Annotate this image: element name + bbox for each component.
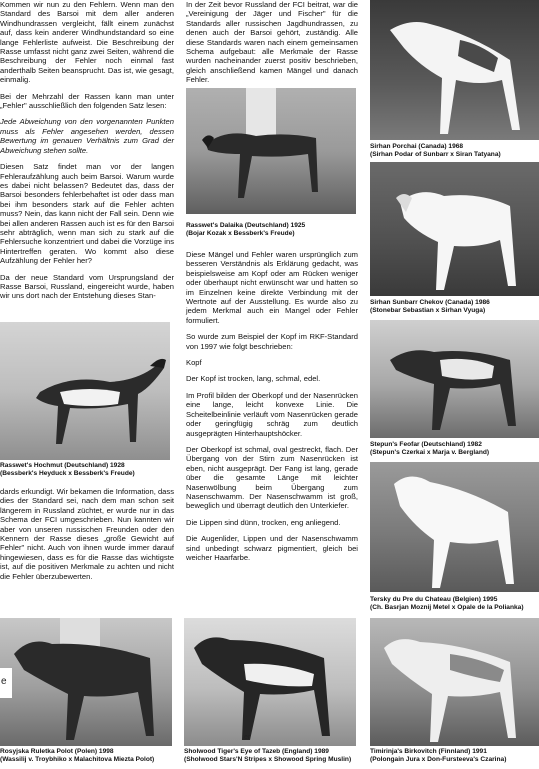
paragraph: Bei der Mehrzahl der Rassen kann man unter „Fehler" ausschließlich den folgenden Satz lesen: — [0, 91, 174, 111]
paragraph: Der Oberkopf ist schmal, oval gestreckt, flach. Der Übergang von der Stirn zum Nasenrücken ist eben, nicht ausgeprägt. Der Fang ist lang, gerade über die gesamte Länge mit leichter Nasenwölbung beim Übergang zum Nasenschwamm. Der Nasenschwamm ist groß, beweglich und überragt deutlich den Unterkiefer. — [186, 444, 358, 511]
photo-chekov — [370, 162, 539, 296]
paragraph: Die Lippen sind dünn, trocken, eng anliegend. — [186, 517, 341, 527]
photo-feofar — [370, 320, 539, 438]
caption-pedigree: (Stonebar Sebastian x Sirhan Vyuga) — [370, 307, 486, 315]
caption-pedigree: (Bojar Kozak x Bessberk's Freude) — [186, 230, 295, 238]
column-1-bottom — [0, 487, 174, 588]
paragraph-quote: Jede Abweichung von den vorgenannten Punkten muss als Fehler angesehen werden, dessen Bewertung im genauen Verhältnis zum Grad der Abweichung stehen sollte. — [0, 117, 174, 155]
paragraph: Diese Mängel und Fehler waren ursprünglich zum besseren Verständnis als Erklärung gedacht, was beispielsweise am Kopf oder am Rücken weniger oder überhaupt nicht erwünscht war und hatten so im Einzelnen keine direkte Verbindung mit der Wertnote auf der Ausstellung. Es wurde also zu jedem Merkmal auch ein Mangel oder Fehler formuliert. — [186, 250, 358, 325]
caption-pedigree: (Polongain Jura x Don-Fursteeva's Czarina) — [370, 756, 507, 764]
photo-timirinja — [370, 618, 539, 746]
caption-dalaika — [186, 222, 358, 238]
photo-dalaika — [186, 88, 356, 214]
column-2-bottom — [186, 250, 358, 569]
caption-pedigree: (Stepun's Czerkai x Marja v. Bergland) — [370, 449, 490, 457]
caption-tiger — [184, 748, 358, 764]
caption-title: Rosyjska Ruletka Polot (Polen) 1998 — [0, 748, 114, 755]
borzoi-image — [186, 88, 356, 214]
borzoi-image — [370, 0, 539, 140]
borzoi-image — [370, 320, 539, 438]
paragraph: So wurde zum Beispiel der Kopf im RKF-Standard von 1997 wie folgt beschrieben: — [186, 332, 358, 351]
caption-title: Sirhan Sunbarr Chekov (Canada) 1986 — [370, 299, 490, 306]
photo-hochmut — [0, 322, 170, 460]
caption-pedigree: (Ch. Basrjan Moznij Metel x Opale de la Polianka) — [370, 604, 524, 612]
borzoi-image — [0, 322, 170, 460]
caption-feofar — [370, 441, 539, 457]
caption-title: Sirhan Porchai (Canada) 1968 — [370, 143, 464, 150]
borzoi-image — [0, 618, 172, 746]
caption-timirinja — [370, 748, 539, 764]
photo-tersky — [370, 462, 539, 592]
paragraph: Da der neue Standard vom Ursprungsland der Rasse Barsoi, Russland, eingereicht wurde, haben wir uns dort nach der Entstehung dieses Stan- — [0, 272, 174, 301]
borzoi-image — [370, 162, 539, 296]
caption-porchai — [370, 143, 539, 159]
caption-title: Sholwood Tiger's Eye of Tazeb (England) 1989 — [184, 748, 329, 755]
column-2-top — [186, 0, 358, 92]
column-1-top — [0, 0, 174, 308]
photo-ruletka — [0, 618, 172, 746]
borzoi-image — [370, 618, 539, 746]
photo-porchai — [370, 0, 539, 140]
paragraph: Im Profil bilden der Oberkopf und der Nasenrücken eine lange, leicht konvexe Linie. Die Scheitelbeinlinie verläuft vom Nasenrücken gerade oder geringfügig schräg zum deutlich ausgeprägten Hinterhauptshöcker. — [186, 390, 358, 438]
caption-pedigree: (Bessberk's Heyduck x Bessberk's Freude) — [0, 470, 135, 478]
paragraph: Kommen wir nun zu den Fehlern. Wenn man den Standard des Barsoi mit dem aller anderen Windhundrassen vergleicht, fällt einem zunächst auf, dass kein anderer Windhundstandard so eine lange Fehlerliste aufweist. Die Beschreibung der Rasse umfasst nicht ganz zwei Seiten, während die Beschreibung der Fehler noch einmal fast anderthalb Seiten beansprucht. Das ist, wie gesagt, einmalig. — [0, 0, 174, 85]
photo-edge-mark: e — [1, 676, 7, 687]
paragraph: Diesen Satz findet man vor der langen Fehleraufzählung auch beim Barsoi. Warum wurde es dabei nicht belassen? Bedeutet das, dass der Barsoi besonders fehlerbehaftet ist oder dass man bei ihm besonders stark auf die Fehler achten muss? Nein, das kann nicht der Fall sein. Denn wie bei allen anderen Rassen auch ist es für den Barsoi sehr abträglich, wenn man sich zu stark auf die Fehlersuche konzentriert und dabei die Vorzüge ins Hintertreffen geraten. Wo kommt also diese Aufzählung der Fehler her? — [0, 162, 174, 266]
caption-pedigree: (Sirhan Podar of Sunbarr x Siran Tatyana) — [370, 151, 501, 159]
caption-title: Tersky du Pre du Chateau (Belgien) 1995 — [370, 596, 498, 603]
caption-title: Rasswet's Hochmut (Deutschland) 1928 — [0, 462, 125, 469]
caption-hochmut — [0, 462, 174, 478]
caption-pedigree: (Sholwood Stars'N Stripes x Showood Spring Muslin) — [184, 756, 352, 764]
paragraph: dards erkundigt. Wir bekamen die Information, dass dies der Standard sei, nach dem man schon seit längerem in Russland züchtet, er wurde nur in das Schema der FCI umgeschrieben. Nun kannten wir aber von unseren russischen Freunden oder den Kennern der Rasse dieses „große Gewicht auf Fehler" nicht. Auch von ihnen wurde immer darauf hingewiesen, dass es für die Rasse das wichtigste ist, auf die positiven Merkmale zu achten und nicht die Fehler überzubewerten. — [0, 487, 174, 581]
caption-title: Rasswet's Dalaika (Deutschland) 1925 — [186, 222, 306, 229]
caption-pedigree: (Wassilij v. Troybhiko x Malachitova Miezta Polot) — [0, 756, 155, 764]
photo-tiger — [184, 618, 356, 746]
caption-tersky — [370, 596, 539, 612]
borzoi-image — [370, 462, 539, 592]
paragraph: Die Augenlider, Lippen und der Nasenschwamm sind unbedingt schwarz pigmentiert, gleich bei weicher Haarfarbe. — [186, 534, 358, 562]
paragraph-heading: Kopf — [186, 358, 202, 368]
borzoi-image — [184, 618, 356, 746]
caption-chekov — [370, 299, 539, 315]
caption-title: Stepun's Feofar (Deutschland) 1982 — [370, 441, 482, 448]
caption-title: Timirinja's Birkovitch (Finnland) 1991 — [370, 748, 487, 755]
photo-edge-mark: er — [244, 734, 251, 741]
caption-ruletka — [0, 748, 174, 764]
paragraph: Der Kopf ist trocken, lang, schmal, edel. — [186, 374, 321, 384]
paragraph: In der Zeit bevor Russland der FCI beitrat, war die „Vereinigung der Jäger und Fischer" für die Standards aller russischen Jagdhundrassen, zu denen auch der Barsoi gehört, zuständig. Alle diese Standards waren nach einem gemeinsamen Schema aufgebaut: alle Merkmale der Rasse wurden nacheinander zuerst positiv beschrieben, gleich anschließend kamen Mängel und danach Fehler. — [186, 0, 358, 85]
